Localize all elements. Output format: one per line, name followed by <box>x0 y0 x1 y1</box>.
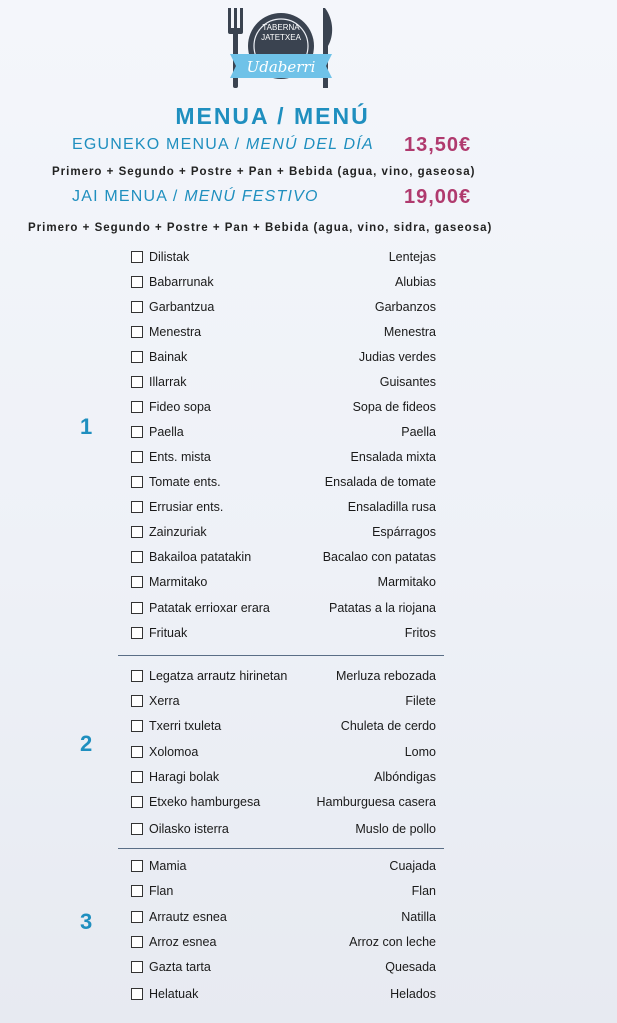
checkbox[interactable] <box>131 695 143 707</box>
item-name-eu: Illarrak <box>149 375 187 389</box>
item-name-es: Lentejas <box>388 250 436 264</box>
menu-item[interactable] <box>131 956 436 978</box>
section-divider <box>118 655 444 656</box>
page-title: MENUA / MENÚ <box>175 103 370 129</box>
item-name-eu: Paella <box>149 425 184 439</box>
item-name-es: Menestra <box>383 325 436 339</box>
item-name-es: Ensalada de tomate <box>324 475 436 489</box>
menu-daily-name-es: MENÚ DEL DÍA <box>245 136 374 153</box>
checkbox[interactable] <box>131 823 143 835</box>
item-name-es: Lomo <box>404 745 436 759</box>
item-name-es: Filete <box>405 694 436 708</box>
item-name-es: Marmitako <box>377 575 436 589</box>
section-number-1: 1 <box>80 414 93 439</box>
menu-item[interactable] <box>131 906 436 928</box>
checkbox[interactable] <box>131 771 143 783</box>
item-name-es: Ensalada mixta <box>350 450 436 464</box>
item-name-es: Sopa de fideos <box>352 400 436 414</box>
checkbox[interactable] <box>131 746 143 758</box>
checkbox[interactable] <box>131 670 143 682</box>
menu-item[interactable] <box>131 546 436 568</box>
menu-item[interactable] <box>131 521 436 543</box>
item-name-es: Alubias <box>395 275 436 289</box>
section-number-2: 2 <box>80 731 93 756</box>
item-name-eu: Babarrunak <box>149 275 214 289</box>
item-name-eu: Ents. mista <box>149 450 211 464</box>
menu-item[interactable] <box>131 931 436 953</box>
menu-festive-includes: Primero + Segundo + Postre + Pan + Bebida (agua, vino, sidra, gaseosa) <box>28 222 493 234</box>
item-name-es: Natilla <box>401 910 436 924</box>
checkbox[interactable] <box>131 602 143 614</box>
menu-daily-price: 13,50€ <box>404 134 472 156</box>
menu-item[interactable] <box>131 855 436 877</box>
logo-graphic <box>222 6 340 98</box>
item-name-eu: Menestra <box>149 325 202 339</box>
checkbox[interactable] <box>131 351 143 363</box>
menu-daily-name-eu: EGUNEKO MENUA / <box>72 136 246 153</box>
section-number-3: 3 <box>80 909 93 934</box>
item-name-eu: Legatza arrautz hirinetan <box>149 669 288 683</box>
item-name-eu: Tomate ents. <box>149 475 221 489</box>
item-name-eu: Haragi bolak <box>149 770 220 784</box>
item-name-es: Patatas a la riojana <box>328 601 436 615</box>
item-name-eu: Arrautz esnea <box>149 910 227 924</box>
item-name-eu: Flan <box>149 884 174 898</box>
menu-item[interactable] <box>131 321 436 343</box>
menu-item[interactable] <box>131 346 436 368</box>
item-name-eu: Patatak errioxar erara <box>149 601 270 615</box>
menu-item[interactable] <box>131 622 436 644</box>
menu-item[interactable] <box>131 446 436 468</box>
menu-item[interactable] <box>131 597 436 619</box>
item-name-eu: Helatuak <box>149 987 199 1001</box>
item-name-eu: Dilistak <box>149 250 190 264</box>
menu-item[interactable] <box>131 818 436 840</box>
logo-top-text: TABERNA <box>262 23 300 32</box>
item-name-es: Albóndigas <box>374 770 436 784</box>
item-name-eu: Arroz esnea <box>149 935 217 949</box>
item-name-eu: Bainak <box>149 350 188 364</box>
item-name-eu: Mamia <box>149 859 187 873</box>
menu-item[interactable] <box>131 246 436 268</box>
logo-mid-text: JATETXEA <box>261 33 301 42</box>
item-name-eu: Xerra <box>149 694 180 708</box>
checkbox[interactable] <box>131 526 143 538</box>
item-name-eu: Fideo sopa <box>149 400 211 414</box>
item-name-es: Bacalao con patatas <box>322 550 436 564</box>
checkbox[interactable] <box>131 551 143 563</box>
item-name-es: Arroz con leche <box>349 935 436 949</box>
checkbox[interactable] <box>131 301 143 313</box>
item-name-es: Ensaladilla rusa <box>347 500 436 514</box>
menu-daily-name <box>72 136 374 154</box>
checkbox[interactable] <box>131 961 143 973</box>
menu-festive-name-eu: JAI MENUA / <box>72 188 185 205</box>
logo-banner-text: Udaberri <box>246 58 316 76</box>
checkbox[interactable] <box>131 720 143 732</box>
menu-item[interactable] <box>131 665 436 687</box>
item-name-eu: Zainzuriak <box>149 525 207 539</box>
item-name-es: Quesada <box>385 960 436 974</box>
menu-item[interactable] <box>131 741 436 763</box>
menu-festive-name <box>72 188 319 206</box>
item-name-eu: Xolomoa <box>149 745 199 759</box>
menu-item[interactable] <box>131 396 436 418</box>
item-name-es: Flan <box>411 884 436 898</box>
checkbox[interactable] <box>131 251 143 263</box>
menu-item[interactable] <box>131 421 436 443</box>
item-name-eu: Marmitako <box>149 575 208 589</box>
menu-festive-name-es: MENÚ FESTIVO <box>184 188 319 205</box>
item-name-eu: Gazta tarta <box>149 960 211 974</box>
item-name-es: Judias verdes <box>358 350 436 364</box>
menu-item[interactable] <box>131 296 436 318</box>
menu-festive-price: 19,00€ <box>404 186 472 208</box>
menu-item[interactable] <box>131 715 436 737</box>
section-divider <box>118 848 444 849</box>
checkbox[interactable] <box>131 376 143 388</box>
menu-item[interactable] <box>131 791 436 813</box>
menu-item[interactable] <box>131 983 436 1005</box>
item-name-es: Paella <box>401 425 436 439</box>
item-name-eu: Errusiar ents. <box>149 500 224 514</box>
menu-item[interactable] <box>131 496 436 518</box>
checkbox[interactable] <box>131 401 143 413</box>
item-name-eu: Etxeko hamburgesa <box>149 795 261 809</box>
item-name-es: Guisantes <box>379 375 436 389</box>
checkbox[interactable] <box>131 276 143 288</box>
menu-item[interactable] <box>131 371 436 393</box>
item-name-es: Chuleta de cerdo <box>340 719 436 733</box>
checkbox[interactable] <box>131 501 143 513</box>
item-name-es: Espárragos <box>372 525 436 539</box>
checkbox[interactable] <box>131 451 143 463</box>
checkbox[interactable] <box>131 885 143 897</box>
item-name-es: Helados <box>390 987 436 1001</box>
restaurant-logo <box>222 6 340 98</box>
menu-item[interactable] <box>131 766 436 788</box>
checkbox[interactable] <box>131 326 143 338</box>
menu-item[interactable] <box>131 571 436 593</box>
item-name-es: Fritos <box>404 626 436 640</box>
checkbox[interactable] <box>131 576 143 588</box>
checkbox[interactable] <box>131 627 143 639</box>
item-name-es: Garbanzos <box>374 300 436 314</box>
item-name-es: Muslo de pollo <box>355 822 436 836</box>
item-name-eu: Garbantzua <box>149 300 215 314</box>
menu-item[interactable] <box>131 271 436 293</box>
checkbox[interactable] <box>131 936 143 948</box>
menu-item[interactable] <box>131 690 436 712</box>
checkbox[interactable] <box>131 911 143 923</box>
checkbox[interactable] <box>131 476 143 488</box>
item-name-eu: Txerri txuleta <box>149 719 222 733</box>
menu-item[interactable] <box>131 471 436 493</box>
menu-daily-includes: Primero + Segundo + Postre + Pan + Bebida (agua, vino, gaseosa) <box>52 166 476 178</box>
item-name-es: Hamburguesa casera <box>316 795 436 809</box>
item-name-es: Cuajada <box>389 859 436 873</box>
menu-item[interactable] <box>131 880 436 902</box>
item-name-eu: Oilasko isterra <box>149 822 229 836</box>
checkbox[interactable] <box>131 796 143 808</box>
item-name-eu: Frituak <box>149 626 188 640</box>
item-name-es: Merluza rebozada <box>335 669 436 683</box>
checkbox[interactable] <box>131 988 143 1000</box>
checkbox[interactable] <box>131 426 143 438</box>
item-name-eu: Bakailoa patatakin <box>149 550 252 564</box>
checkbox[interactable] <box>131 860 143 872</box>
